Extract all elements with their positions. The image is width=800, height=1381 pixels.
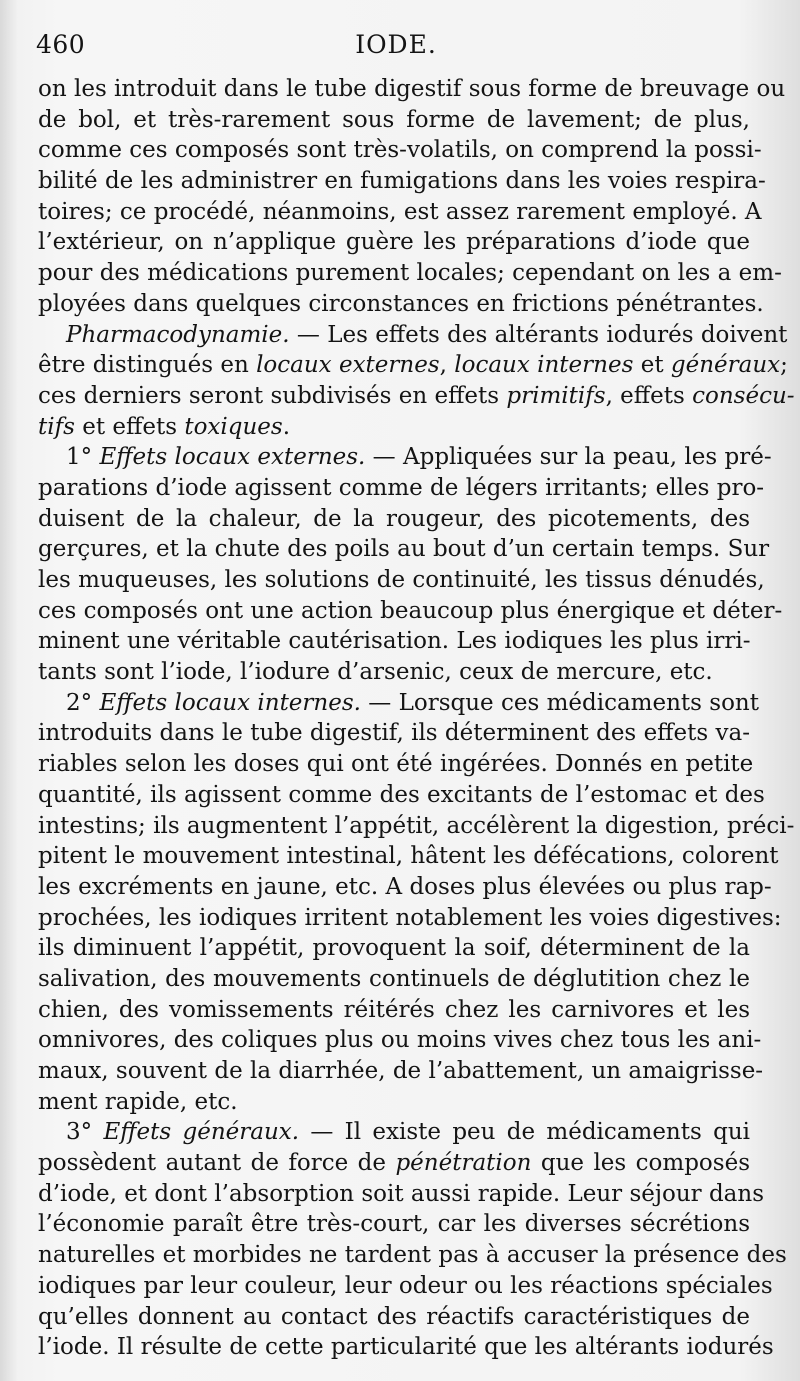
text-line xyxy=(38,841,779,872)
italic-run: Effets locaux externes. xyxy=(99,444,366,471)
text-line xyxy=(38,1332,774,1363)
text-run: que les composés xyxy=(531,1150,750,1177)
italic-run: Pharmacodynamie. xyxy=(66,321,290,348)
italic-run: toxiques xyxy=(184,413,283,440)
running-title: IODE. xyxy=(355,30,437,59)
text-run: l’iode. Il résulte de cette particularité que les altérants iodurés xyxy=(38,1334,774,1361)
page-header xyxy=(36,30,756,64)
text-run: ces composés ont une action beaucoup plus énergique et déter- xyxy=(38,597,783,624)
text-run: chien, des vomissements réitérés chez les carnivores et les xyxy=(38,996,750,1023)
text-run: ment rapide, etc. xyxy=(38,1088,238,1115)
text-run: de bol, et très-rarement sous forme de lavement; de plus, xyxy=(38,106,750,133)
text-line xyxy=(38,1056,764,1087)
text-line xyxy=(38,718,750,749)
italic-run: locaux externes xyxy=(256,352,440,379)
text-run: ; xyxy=(780,352,788,379)
text-line xyxy=(38,1025,762,1056)
text-run: possèdent autant de force de xyxy=(38,1150,396,1177)
text-line xyxy=(38,1179,765,1210)
text-line xyxy=(38,350,788,381)
text-line xyxy=(38,933,750,964)
text-line xyxy=(38,1087,750,1118)
text-run: naturelles et morbides ne tardent pas à accuser la présence des xyxy=(38,1242,787,1269)
text-run: , effets xyxy=(605,382,693,409)
italic-run: Effets locaux internes. xyxy=(99,689,361,716)
italic-run: primitifs xyxy=(506,382,606,409)
italic-run: Effets généraux. xyxy=(103,1119,300,1146)
text-line xyxy=(38,1302,750,1333)
text-line xyxy=(38,780,765,811)
text-run: l’économie paraît être très-court, car les diverses sécrétions xyxy=(38,1211,750,1238)
text-line xyxy=(38,1148,750,1179)
text-line xyxy=(38,473,765,504)
text-line xyxy=(38,1240,787,1271)
text-run: riables selon les doses qui ont été ingérées. Donnés en petite xyxy=(38,751,754,778)
text-run: et xyxy=(633,352,671,379)
text-line xyxy=(38,596,783,627)
text-run: bilité de les administrer en fumigations dans les voies respira- xyxy=(38,168,766,195)
text-run: — Lorsque ces médicaments sont xyxy=(360,689,759,716)
text-line xyxy=(38,504,750,535)
text-run: d’iode, et dont l’absorption soit aussi rapide. Leur séjour dans xyxy=(38,1180,765,1207)
text-line xyxy=(38,964,750,995)
text-run: salivation, des mouvements continuels de déglutition chez le xyxy=(38,965,750,992)
text-run: , xyxy=(439,352,455,379)
text-line xyxy=(38,320,788,351)
text-line xyxy=(38,258,782,289)
text-run: . xyxy=(282,413,291,440)
text-run: quantité, ils agissent comme des excitants de l’estomac et des xyxy=(38,781,765,808)
italic-run: tifs xyxy=(38,413,75,440)
text-run: ces derniers seront subdivisés en effets xyxy=(38,382,507,409)
text-line xyxy=(38,1117,750,1148)
text-run: omnivores, des coliques plus ou moins vives chez tous les ani- xyxy=(38,1027,762,1054)
text-run: pour des médications purement locales; cependant on les a em- xyxy=(38,260,782,287)
text-run: — Les effets des altérants iodurés doivent xyxy=(289,321,788,348)
text-run: et effets xyxy=(74,413,185,440)
text-run: ils diminuent l’appétit, provoquent la soif, déterminent de la xyxy=(38,935,750,962)
text-line xyxy=(38,74,786,105)
text-run: parations d’iode agissent comme de légers irritants; elles pro- xyxy=(38,474,765,501)
text-line xyxy=(38,412,750,443)
text-line xyxy=(38,227,750,258)
italic-run: locaux internes xyxy=(454,352,634,379)
text-run: comme ces composés sont très-volatils, on comprend la possi- xyxy=(38,137,762,164)
italic-run: consécu- xyxy=(692,382,795,409)
text-run: — Appliquées sur la peau, les pré- xyxy=(365,444,772,471)
text-run: intestins; ils augmentent l’appétit, accélèrent la digestion, préci- xyxy=(38,812,795,839)
text-line xyxy=(38,626,750,657)
text-line xyxy=(38,534,770,565)
text-run: introduits dans le tube digestif, ils déterminent des effets va- xyxy=(38,720,750,747)
text-run: iodiques par leur couleur, leur odeur ou les réactions spéciales xyxy=(38,1272,773,1299)
text-run: tants sont l’iode, l’iodure d’arsenic, ceux de mercure, etc. xyxy=(38,659,713,686)
italic-run: pénétration xyxy=(395,1150,532,1177)
text-run: pitent le mouvement intestinal, hâtent les défécations, colorent xyxy=(38,843,779,870)
text-line xyxy=(38,657,750,688)
text-line xyxy=(38,166,766,197)
text-line xyxy=(38,688,759,719)
text-line xyxy=(38,811,795,842)
text-run: qu’elles donnent au contact des réactifs caractéristiques de xyxy=(38,1303,750,1330)
text-run: l’extérieur, on n’applique guère les préparations d’iode que xyxy=(38,229,750,256)
text-line xyxy=(38,749,754,780)
text-line xyxy=(38,135,762,166)
text-run: minent une véritable cautérisation. Les iodiques les plus irri- xyxy=(38,628,751,655)
text-run: maux, souvent de la diarrhée, de l’abattement, un amaigrisse- xyxy=(38,1058,764,1084)
text-run: duisent de la chaleur, de la rougeur, des picotements, des xyxy=(38,505,750,532)
text-run: les excréments en jaune, etc. A doses plus élevées ou plus rap- xyxy=(38,873,772,900)
text-run: gerçures, et la chute des poils au bout d’un certain temps. Sur xyxy=(38,536,770,563)
text-line xyxy=(38,903,782,934)
text-run: 2° xyxy=(66,689,100,716)
text-line xyxy=(38,1209,750,1240)
text-run: prochées, les iodiques irritent notablement les voies digestives: xyxy=(38,904,782,931)
text-run: 3° xyxy=(66,1119,104,1146)
text-run: 1° xyxy=(66,444,100,471)
text-line xyxy=(38,1271,773,1302)
text-line xyxy=(38,289,764,320)
text-line xyxy=(38,105,750,136)
text-line xyxy=(38,442,772,473)
text-run: on les introduit dans le tube digestif sous forme de breuvage ou xyxy=(38,76,786,102)
text-line xyxy=(38,565,765,596)
text-line xyxy=(38,197,762,228)
page-number: 460 xyxy=(36,30,86,59)
italic-run: généraux xyxy=(670,352,781,379)
text-run: les muqueuses, les solutions de continuité, les tissus dénudés, xyxy=(38,567,765,593)
text-line xyxy=(38,872,772,903)
text-run: — Il existe peu de médicaments qui xyxy=(299,1119,750,1146)
text-line xyxy=(38,995,750,1026)
body-text xyxy=(38,74,795,1363)
text-run: être distingués en xyxy=(38,352,257,379)
text-run: toires; ce procédé, néanmoins, est assez rarement employé. A xyxy=(38,198,762,225)
text-line xyxy=(38,381,795,412)
text-run: ployées dans quelques circonstances en frictions pénétrantes. xyxy=(38,290,764,317)
